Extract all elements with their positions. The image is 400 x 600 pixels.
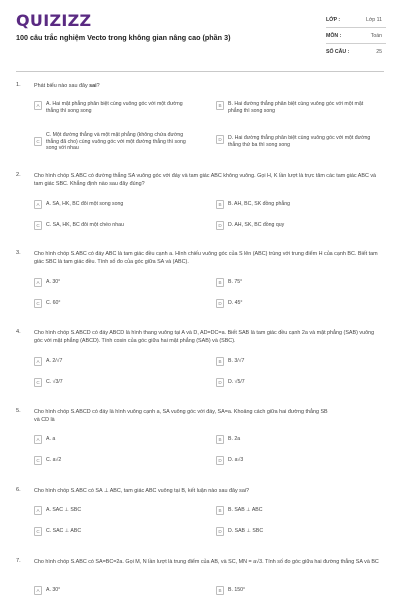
question-text: Cho hình chóp S.ABC có đường thẳng SA vuông góc với đáy và tam giác ABC không vuông. Gọi H, K lần lượt là trực tâm các tam giác ABC và tam giác SBC. Khẳng định nào sau đây đúng?	[34, 173, 377, 187]
option-text: C. √3/7	[46, 379, 63, 385]
question-text: Cho hình chóp S.ABCD có đáy là hình vuông cạnh a, SA vuông góc với đáy, SA=a. Khoảng cách giữa hai đường thẳng SB và CD là	[34, 409, 328, 423]
option-box[interactable]: B	[216, 200, 224, 209]
option-a[interactable]	[34, 435, 209, 444]
option-box[interactable]: B	[216, 357, 224, 366]
option-box[interactable]: B	[216, 101, 224, 110]
question-text: Cho hình chóp S.ABC có SA ⊥ ABC, tam giác ABC vuông tại B, kết luận nào sau đây sai?	[34, 488, 250, 494]
option-b[interactable]	[216, 357, 391, 366]
option-text: B. AH, BC, SK đồng phẳng	[228, 201, 291, 207]
option-box[interactable]: D	[216, 299, 224, 308]
option-c[interactable]	[34, 456, 209, 465]
question-text-emphasis: sai	[89, 83, 97, 89]
document-header	[0, 0, 400, 72]
option-text: A. a	[46, 436, 56, 442]
option-box[interactable]: C	[34, 456, 42, 465]
option-a[interactable]	[34, 586, 209, 595]
option-text: C. Một đường thẳng và một mặt phẳng (không chứa đường thẳng đã cho) cùng vuông góc với một đường thẳng thì song song với nhau	[46, 132, 186, 152]
meta-count-row	[326, 44, 386, 60]
option-text: C. SAC ⊥ ABC	[46, 528, 82, 534]
option-box[interactable]: B	[216, 278, 224, 287]
question-number: 1.	[16, 82, 21, 88]
option-text: B. 150°	[228, 587, 246, 593]
option-box[interactable]: B	[216, 506, 224, 515]
question-text: Cho hình chóp S.ABCD có đáy ABCD là hình thang vuông tại A và D, AD=DC=a. Biết SAB là tam giác đều cạnh 2a và mặt phẳng (SAB) vuông góc với mặt phẳng (ABCD). Tính cosin của góc giữa hai mặt phẳng (SAB) và (SBC).	[34, 330, 375, 344]
option-box[interactable]: A	[34, 278, 42, 287]
option-d[interactable]	[216, 456, 391, 465]
option-box[interactable]: A	[34, 435, 42, 444]
option-box[interactable]: A	[34, 101, 42, 110]
option-box[interactable]: B	[216, 435, 224, 444]
option-box[interactable]: C	[34, 221, 42, 230]
option-box[interactable]: A	[34, 506, 42, 515]
option-c[interactable]	[34, 299, 209, 308]
option-text: A. 2/√7	[46, 358, 63, 364]
option-box[interactable]: B	[216, 586, 224, 595]
document-title: 100 câu trắc nghiệm Vecto trong không gian nâng cao (phần 3)	[16, 33, 231, 42]
option-d[interactable]	[216, 135, 391, 148]
option-b[interactable]	[216, 506, 391, 515]
meta-count-label: SỐ CÂU :	[326, 49, 350, 55]
option-text: D. 45°	[228, 300, 243, 306]
option-b[interactable]	[216, 586, 391, 595]
option-text: D. √5/7	[228, 379, 245, 385]
option-text: D. SAB ⊥ SBC	[228, 528, 264, 534]
option-text: C. SA, HK, BC đôi một chéo nhau	[46, 222, 124, 228]
header-divider	[16, 71, 384, 72]
question-text	[34, 82, 384, 90]
option-b[interactable]	[216, 278, 391, 287]
question-text-suffix: ?	[96, 83, 100, 89]
meta-subject-label: MÔN :	[326, 32, 342, 39]
meta-info	[326, 12, 386, 60]
question-number: 3.	[16, 250, 21, 256]
option-b[interactable]	[216, 101, 391, 114]
option-a[interactable]	[34, 357, 209, 366]
option-text: B. 2a	[228, 436, 241, 442]
option-d[interactable]	[216, 378, 391, 387]
option-text: B. Hai đường thẳng phân biệt cùng vuông góc với một mặt phẳng thì song song	[228, 101, 364, 114]
option-c[interactable]	[34, 132, 209, 152]
option-box[interactable]: A	[34, 357, 42, 366]
option-text: B. 75°	[228, 279, 243, 285]
meta-class-row	[326, 12, 386, 28]
option-text: B. SAB ⊥ ABC	[228, 507, 263, 513]
option-d[interactable]	[216, 299, 391, 308]
option-box[interactable]: D	[216, 378, 224, 387]
option-d[interactable]	[216, 221, 391, 230]
option-d[interactable]	[216, 527, 391, 536]
option-text: A. SAC ⊥ SBC	[46, 507, 82, 513]
option-a[interactable]	[34, 200, 209, 209]
meta-class-label: LỚP :	[326, 16, 341, 23]
option-text: D. a√3	[228, 457, 244, 463]
question-text-prefix: Phát biểu nào sau đây	[34, 83, 90, 89]
option-box[interactable]: C	[34, 527, 42, 536]
option-box[interactable]: C	[34, 137, 42, 146]
option-b[interactable]	[216, 435, 391, 444]
option-a[interactable]	[34, 278, 209, 287]
meta-class-value: Lớp 11	[366, 16, 382, 23]
option-a[interactable]	[34, 101, 209, 114]
option-a[interactable]	[34, 506, 209, 515]
question-text: Cho hình chóp S.ABC có đáy ABC là tam giác đều cạnh a. Hình chiếu vuông góc của S lên (ABC) trùng với trung điểm H của cạnh BC. Biết tam giác SBC là tam giác đều. Tính số đo của góc giữa SA và (ABC).	[34, 251, 378, 265]
option-box[interactable]: C	[34, 378, 42, 387]
option-box[interactable]: C	[34, 299, 42, 308]
question-number: 7.	[16, 558, 21, 564]
option-c[interactable]	[34, 378, 209, 387]
quizizz-logo: QUIZIZZ	[16, 11, 92, 30]
option-c[interactable]	[34, 527, 209, 536]
meta-count-value: 25	[376, 49, 382, 55]
meta-subject-value: Toán	[370, 32, 382, 39]
question-number: 6.	[16, 487, 21, 493]
option-text: A. Hai mặt phẳng phân biệt cùng vuông góc với một đường thẳng thì song song	[46, 101, 183, 114]
option-box[interactable]: D	[216, 221, 224, 230]
option-box[interactable]: D	[216, 456, 224, 465]
option-text: B. 3/√7	[228, 358, 245, 364]
option-text: C. 60°	[46, 300, 61, 306]
option-c[interactable]	[34, 221, 209, 230]
option-box[interactable]: A	[34, 586, 42, 595]
option-text: A. 30°	[46, 587, 61, 593]
question-text: Cho hình chóp S.ABC có SA=BC=2a. Gọi M, N lần lượt là trung điểm của AB, và SC, MN = a√3. Tính số đo góc giữa hai đường thẳng SA và BC	[34, 559, 379, 565]
option-text: D. AH, SK, BC đồng quy	[228, 222, 285, 228]
meta-subject-row	[326, 28, 386, 44]
option-b[interactable]	[216, 200, 391, 209]
option-text: C. a√2	[46, 457, 62, 463]
option-text: A. 30°	[46, 279, 61, 285]
option-text: A. SA, HK, BC đôi một song song	[46, 201, 124, 207]
question-number: 5.	[16, 408, 21, 414]
option-box[interactable]: D	[216, 135, 224, 144]
option-text: D. Hai đường thẳng phân biệt cùng vuông góc với một đường thẳng thứ ba thì song song	[228, 135, 371, 148]
option-box[interactable]: D	[216, 527, 224, 536]
option-box[interactable]: A	[34, 200, 42, 209]
question-number: 2.	[16, 172, 21, 178]
question-number: 4.	[16, 329, 21, 335]
